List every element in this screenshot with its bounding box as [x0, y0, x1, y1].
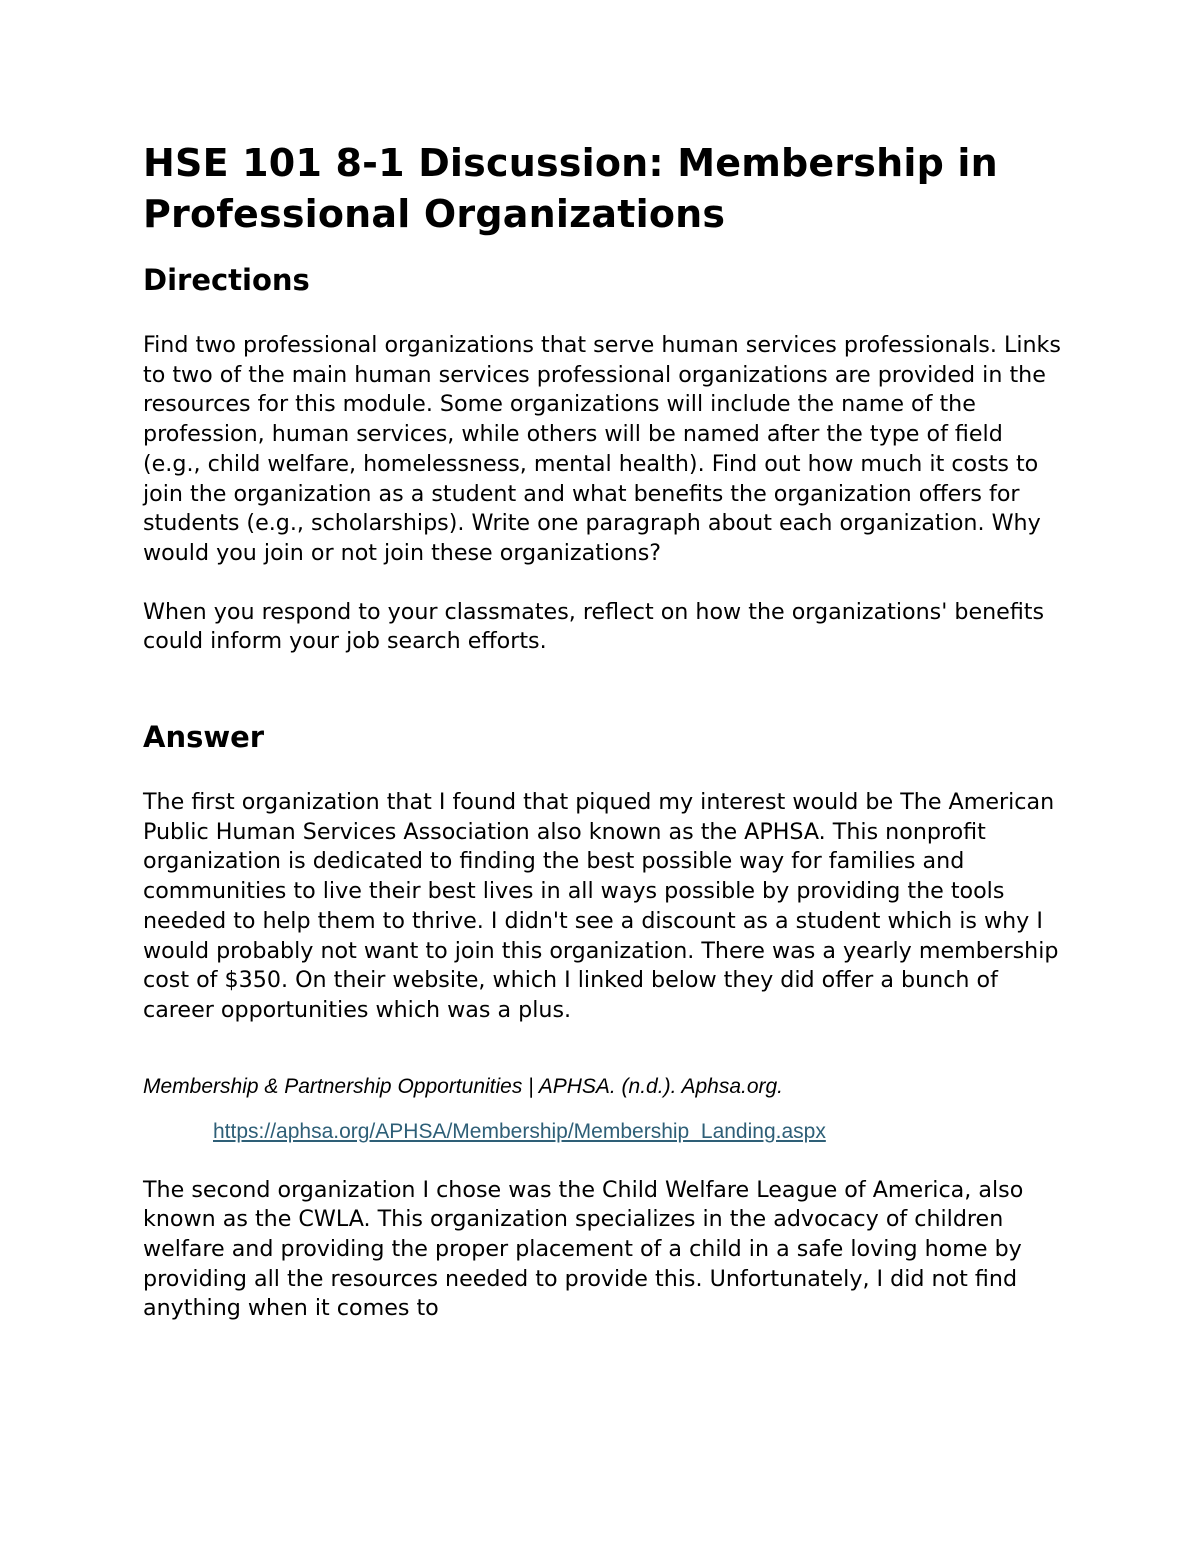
directions-paragraph-2: When you respond to your classmates, reflect on how the organizations' benefits could inform your job search efforts.: [143, 598, 1045, 655]
answer-heading: Answer: [143, 720, 265, 755]
document-title: HSE 101 8-1 Discussion: Membership in Professional Organizations: [143, 141, 998, 236]
citation-text: Membership & Partnership Opportunities | APHSA. (n.d.). Aphsa.org.: [143, 1074, 784, 1098]
answer-paragraph-1: The first organization that I found that piqued my interest would be The American Public Human Services Association also known as the APHSA. This nonprofit organization is dedicated to finding the best possible way for families and communities to live their best lives in all ways possible by providing the tools needed to help them to thrive. I didn't see a discount as a student which is why I would probably not want to join this organization. There was a yearly membership cost of $350. On their website, which I linked below they did offer a bunch of career opportunities which was a plus.: [143, 789, 1059, 1023]
directions-paragraph-1: Find two professional organizations that serve human services professionals. Links to two of the main human services professional organizations are provided in the resources for this module. Some organizations will include the name of the profession, human services, while others will be named after the type of field (e.g., child welfare, homelessness, mental health). Find out how much it costs to join the organization as a student and what benefits the organization offers for students (e.g., scholarships). Write one paragraph about each organization. Why would you join or not join these organizations?: [143, 332, 1061, 566]
citation-link[interactable]: https://aphsa.org/APHSA/Membership/Membership_Landing.aspx: [213, 1119, 826, 1143]
document-page: [143, 138, 1063, 1324]
answer-paragraph-2: The second organization I chose was the Child Welfare League of America, also known as the CWLA. This organization specializes in the advocacy of children welfare and providing the proper placement of a child in a safe loving home by providing all the resources needed to provide this. Unfortunately, I did not find anything when it comes to: [143, 1176, 1024, 1322]
directions-heading: Directions: [143, 263, 310, 297]
citation-link-container: [213, 1118, 1063, 1146]
